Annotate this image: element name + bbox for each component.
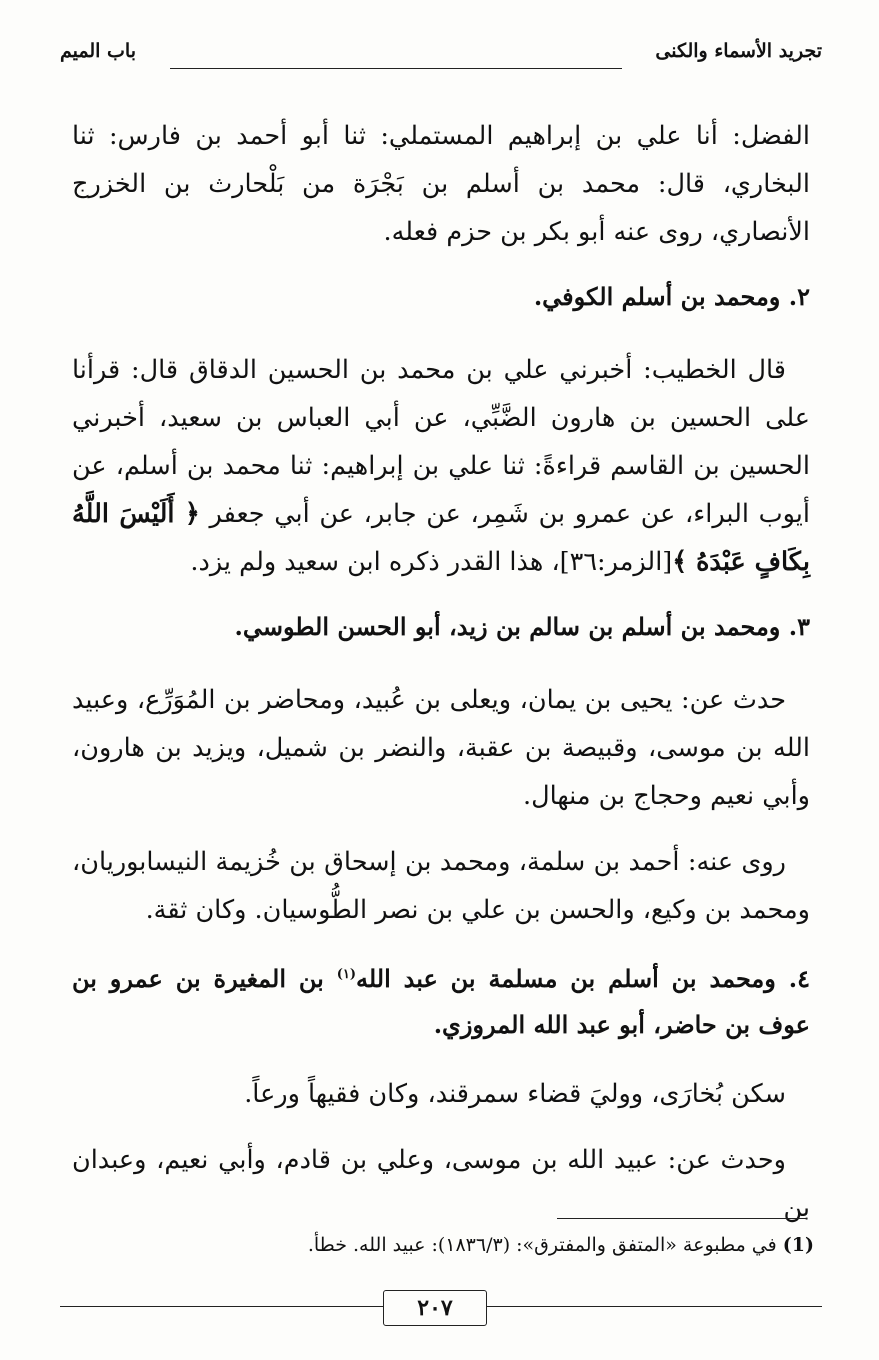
paragraph: روى عنه: أحمد بن سلمة، ومحمد بن إسحاق بن خُزيمة النيسابوريان، ومحمد بن وكيع، والحسن بن علي بن نصر الطُّوسيان. وكان ثقة.: [72, 847, 810, 925]
heading-text: ٤. ومحمد بن أسلم بن مسلمة بن عبد الله: [355, 964, 810, 993]
chapter-title: باب الميم: [60, 40, 137, 62]
entry-heading: ٢. ومحمد بن أسلم الكوفي.: [533, 282, 810, 311]
footnote-marker[interactable]: (١): [336, 967, 356, 982]
paragraph: حدث عن: يحيى بن يمان، ويعلى بن عُبيد، ومحاضر بن المُوَرِّع، وعبيد الله بن موسى، وقبيصة بن عقبة، والنضر بن شميل، ويزيد بن هارون، وأبي نعيم وحجاج بن منهال.: [72, 685, 810, 811]
footnote-number: (1): [782, 1234, 814, 1256]
footnote-text: في مطبوعة «المتفق والمفترق»: (١٨٣٦/٣): عبيد الله. خطأ.: [307, 1234, 783, 1256]
paragraph-text: قال الخطيب: أخبرني علي بن محمد بن الحسين الدقاق قال: قرأنا على الحسين بن هارون الضَّبِّي، عن أبي العباس بن سعيد، أخبرني الحسين بن القاسم قراءةً: ثنا علي بن إبراهيم: ثنا محمد بن أسلم، عن أيوب البراء، عن عمرو بن شَمِر، عن جابر، عن أبي جعفر: [72, 355, 810, 529]
paragraph: الفضل: أنا علي بن إبراهيم المستملي: ثنا أبو أحمد بن فارس: ثنا البخاري، قال: محمد بن أسلم بن بَجْرَة من بَلْحارث بن الخزرج الأنصاري، روى عنه أبو بكر بن حزم فعله.: [72, 121, 810, 247]
running-header: [60, 40, 822, 84]
entry-heading: ٣. ومحمد بن أسلم بن سالم بن زيد، أبو الحسن الطوسي.: [234, 612, 810, 641]
paragraph: [72, 346, 810, 586]
footnote-rule: [557, 1218, 807, 1219]
heading-text: بن المغيرة بن عمرو بن عوف بن حاضر، أبو عبد الله المروزي.: [72, 964, 810, 1039]
book-title: تجريد الأسماء والكنى: [655, 40, 822, 62]
main-text: [72, 112, 810, 1250]
entry-heading: [72, 952, 810, 1048]
paragraph: وحدث عن: عبيد الله بن موسى، وعلي بن قادم، وأبي نعيم، وعبدان بن: [72, 1145, 810, 1223]
page-number: ٢٠٧: [383, 1290, 487, 1326]
verse-reference: [الزمر:٣٦]، هذا القدر ذكره ابن سعيد ولم يزد.: [190, 547, 673, 577]
quran-verse: ﴿ أَلَيْسَ اللَّهُ بِكَافٍ عَبْدَهُ ﴾: [72, 499, 810, 577]
footnote: [72, 1230, 814, 1260]
paragraph: سكن بُخارَى، ووليَ قضاء سمرقند، وكان فقيهاً ورعاً.: [244, 1079, 786, 1109]
header-rule: [170, 68, 622, 69]
